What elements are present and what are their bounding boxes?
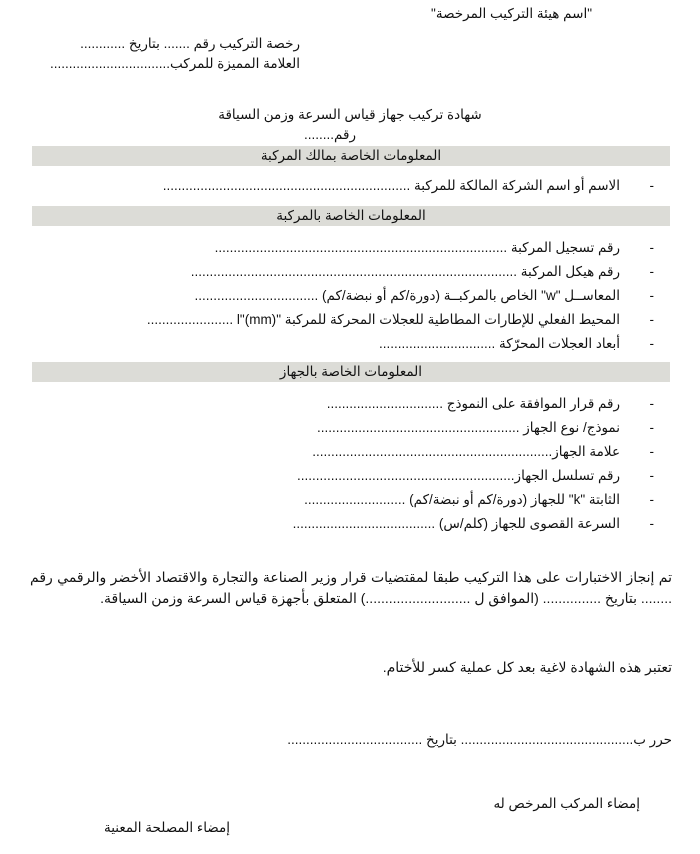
field-label: المحيط الفعلي للإطارات المطاطية للعجلات المحركة للمركبة "l"(mm) .......................	[146, 312, 620, 327]
field-max-speed	[293, 516, 652, 532]
field-chassis-number	[191, 264, 652, 280]
field-tyre-circumference	[147, 312, 652, 328]
bullet-dash: -	[649, 336, 654, 351]
field-registration-number	[215, 240, 652, 256]
field-device-model	[317, 420, 652, 436]
bullet-dash: -	[649, 178, 654, 193]
field-approval-number	[327, 396, 652, 412]
field-k-constant	[304, 492, 652, 508]
certificate-title: شهادة تركيب جهاز قياس السرعة وزمن السياقة	[218, 107, 482, 122]
bullet-dash: -	[649, 312, 654, 327]
bullet-dash: -	[649, 240, 654, 255]
bullet-dash: -	[649, 444, 654, 459]
field-label: رقم هيكل المركبة .......................................................................................	[190, 264, 620, 279]
distinctive-mark-line: العلامة المميزة للمركب................................	[49, 56, 300, 71]
field-label: السرعة القصوى للجهاز (كلم/س) ......................................	[292, 516, 620, 531]
validity-statement: تعتبر هذه الشهادة لاغية بعد كل عملية كسر للأختام.	[382, 659, 672, 675]
certificate-number: رقم........	[304, 127, 356, 142]
section-heading-vehicle: المعلومات الخاصة بالمركبة	[32, 206, 670, 226]
field-label: رقم تسجيل المركبة ..............................................................................	[214, 240, 620, 255]
field-label: رقم قرار الموافقة على النموذج ...............................	[326, 396, 620, 411]
license-line: رخصة التركيب رقم ....... بتاريخ ............	[80, 36, 300, 51]
bullet-dash: -	[649, 288, 654, 303]
field-device-brand	[312, 444, 652, 460]
bullet-dash: -	[649, 396, 654, 411]
authority-signature: إمضاء المصلحة المعنية	[103, 820, 230, 835]
installer-signature: إمضاء المركب المرخص له	[493, 796, 640, 811]
field-label: الاسم أو اسم الشركة المالكة للمركبة ..................................................................	[162, 178, 620, 193]
bullet-dash: -	[649, 420, 654, 435]
section-heading-device: المعلومات الخاصة بالجهاز	[32, 362, 670, 382]
field-device-serial	[297, 468, 652, 484]
field-label: المعاســل "w" الخاص بالمركبــة (دورة/كم أو نبضة/كم) .................................	[194, 288, 620, 303]
bullet-dash: -	[649, 468, 654, 483]
section-heading-owner: المعلومات الخاصة بمالك المركبة	[32, 146, 670, 166]
field-driven-wheel-dimensions	[379, 336, 652, 352]
field-w-coefficient	[194, 288, 652, 304]
field-label: الثابتة "k" للجهاز (دورة/كم أو نبضة/كم) ...........................	[304, 492, 620, 507]
authority-name: "اسم هيئة التركيب المرخصة"	[431, 6, 592, 21]
field-label: أبعاد العجلات المحرّكة ...............................	[378, 336, 620, 351]
bullet-dash: -	[649, 264, 654, 279]
field-label: رقم تسلسل الجهاز..........................................................	[297, 468, 620, 483]
field-label: علامة الجهاز................................................................	[312, 444, 620, 459]
compliance-statement: تم إنجاز الاختبارات على هذا التركيب طبقا لمقتضيات قرار وزير الصناعة والتجارة والاقتصاد الأخضر والرقمي رقم ........ بتاريخ ............... (الموافق ل ...........................) المتعلق بأجهزة قياس السرعة وزمن السياقة.	[30, 569, 672, 606]
bullet-dash: -	[649, 492, 654, 507]
field-owner-name	[163, 178, 652, 194]
field-label: نموذج/ نوع الجهاز ......................................................	[316, 420, 620, 435]
issued-at-line: حرر ب.............................................. بتاريخ ....................................	[287, 732, 672, 747]
bullet-dash: -	[649, 516, 654, 531]
